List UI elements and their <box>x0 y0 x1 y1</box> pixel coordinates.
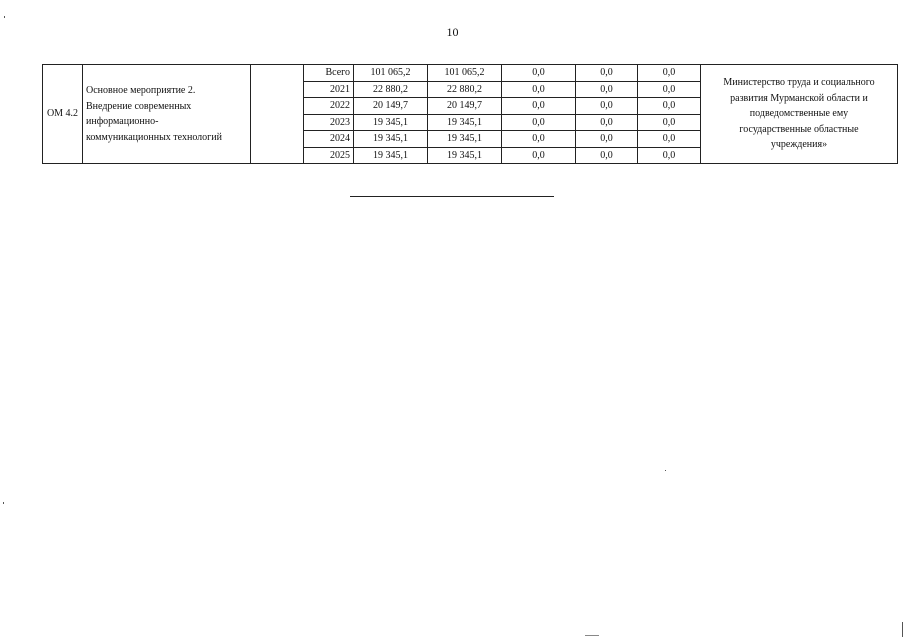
local-cell: 0,0 <box>576 114 638 131</box>
regional-cell: 20 149,7 <box>428 98 502 115</box>
scan-speck <box>3 502 4 504</box>
federal-cell: 0,0 <box>502 131 576 148</box>
federal-cell: 0,0 <box>502 98 576 115</box>
federal-cell: 0,0 <box>502 114 576 131</box>
scan-speck <box>585 635 599 636</box>
scan-speck <box>665 470 666 471</box>
total-cell: 20 149,7 <box>354 98 428 115</box>
total-cell: 22 880,2 <box>354 81 428 98</box>
regional-cell: 22 880,2 <box>428 81 502 98</box>
total-cell: 19 345,1 <box>354 147 428 164</box>
regional-cell: 19 345,1 <box>428 147 502 164</box>
local-cell: 0,0 <box>576 98 638 115</box>
federal-cell: 0,0 <box>502 147 576 164</box>
other-cell: 0,0 <box>638 65 701 82</box>
local-cell: 0,0 <box>576 131 638 148</box>
total-cell: 19 345,1 <box>354 131 428 148</box>
other-cell: 0,0 <box>638 98 701 115</box>
funding-table <box>42 64 898 164</box>
total-cell: 19 345,1 <box>354 114 428 131</box>
other-cell: 0,0 <box>638 81 701 98</box>
local-cell: 0,0 <box>576 81 638 98</box>
other-cell: 0,0 <box>638 114 701 131</box>
executor-cell: Министерство труда и социального развития Мурманской области и подведомственные ему государственные областные учреждения» <box>701 65 898 164</box>
scan-speck <box>902 622 903 637</box>
year-cell: 2023 <box>304 114 354 131</box>
other-cell: 0,0 <box>638 131 701 148</box>
closing-rule <box>350 196 554 197</box>
year-cell: 2022 <box>304 98 354 115</box>
table-row <box>43 65 898 82</box>
regional-cell: 101 065,2 <box>428 65 502 82</box>
regional-cell: 19 345,1 <box>428 131 502 148</box>
page-number: 10 <box>446 25 459 39</box>
year-cell: 2024 <box>304 131 354 148</box>
total-cell: 101 065,2 <box>354 65 428 82</box>
year-cell: 2021 <box>304 81 354 98</box>
measure-code: ОМ 4.2 <box>43 65 83 164</box>
local-cell: 0,0 <box>576 65 638 82</box>
empty-cell <box>251 65 304 164</box>
measure-name: Основное мероприятие 2. Внедрение современных информационно- коммуникационных технологий <box>83 65 251 164</box>
year-cell: Всего <box>304 65 354 82</box>
federal-cell: 0,0 <box>502 81 576 98</box>
year-cell: 2025 <box>304 147 354 164</box>
scan-speck <box>4 16 5 18</box>
regional-cell: 19 345,1 <box>428 114 502 131</box>
other-cell: 0,0 <box>638 147 701 164</box>
local-cell: 0,0 <box>576 147 638 164</box>
federal-cell: 0,0 <box>502 65 576 82</box>
